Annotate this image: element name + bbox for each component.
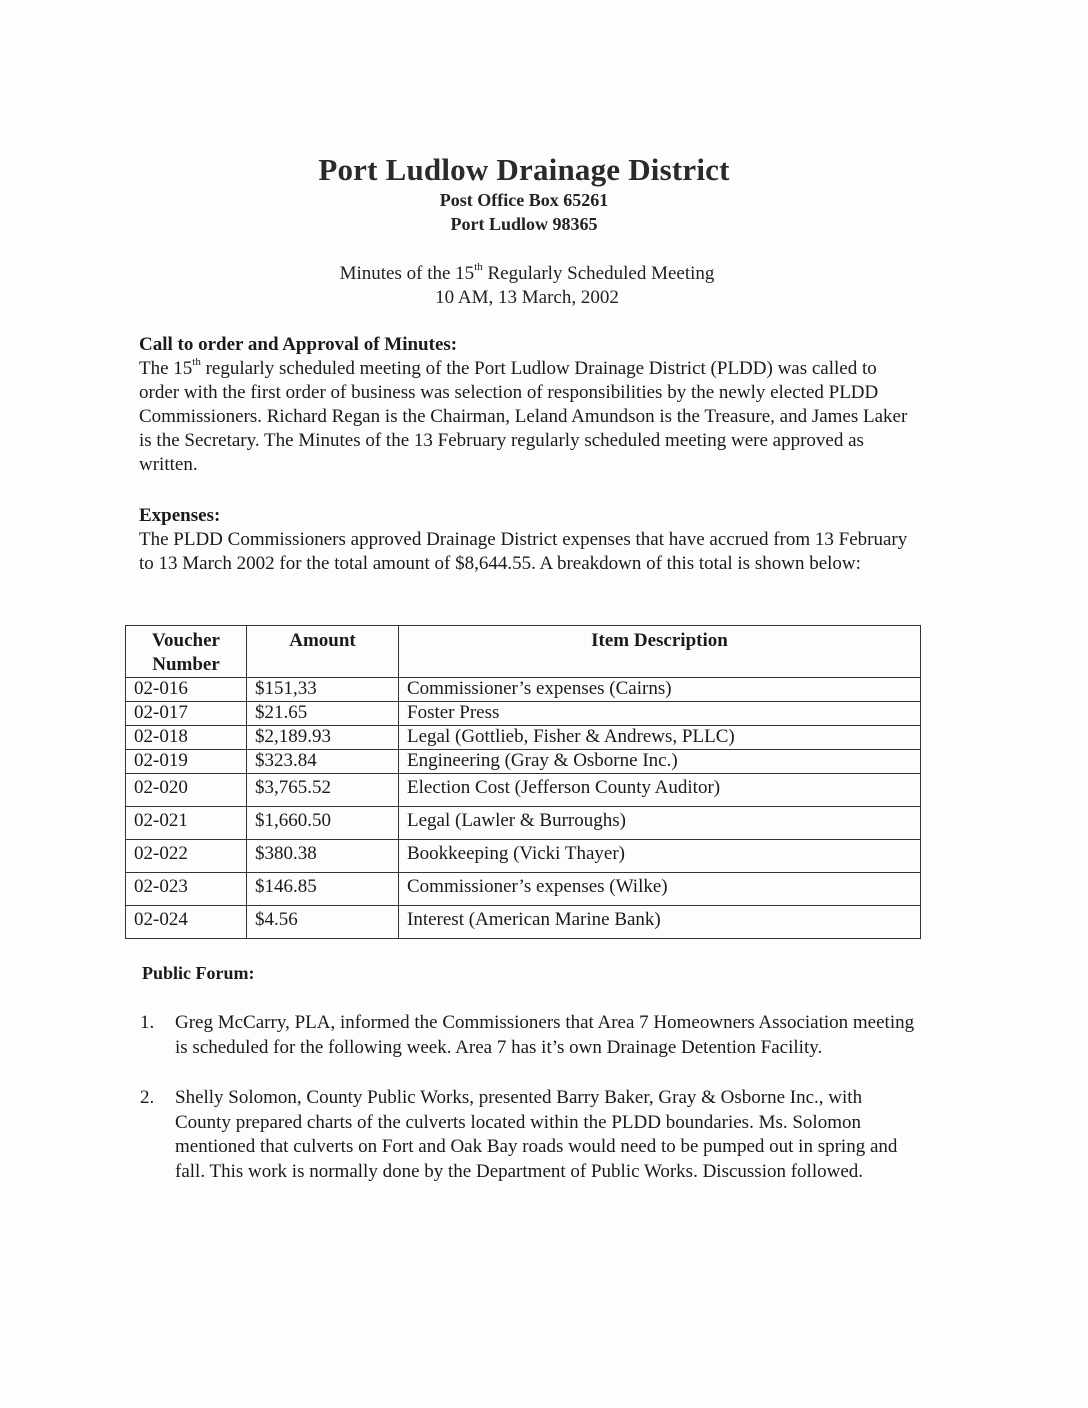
voucher-cell: 02-016 (126, 678, 247, 702)
expenses-section (139, 504, 909, 576)
table-header-row (126, 626, 921, 678)
voucher-cell: 02-021 (126, 807, 247, 840)
table-row (126, 678, 921, 702)
call-to-order-section (139, 333, 909, 477)
public-forum-list (140, 1011, 920, 1210)
description-cell: Legal (Gottlieb, Fisher & Andrews, PLLC) (399, 726, 921, 750)
list-item: 2. Shelly Solomon, County Public Works, presented Barry Baker, Gray & Osborne Inc., with County prepared charts of the culverts located within the PLDD boundaries. Ms. Solomon mentioned that culverts on Fort and Oak Bay roads would need to be pumped out in spring and fall. This work is normally done by the Department of Public Works. Discussion followed. (140, 1087, 898, 1182)
table-row (126, 906, 921, 939)
table-row (126, 840, 921, 873)
table-row (126, 726, 921, 750)
description-cell: Engineering (Gray & Osborne Inc.) (399, 750, 921, 774)
column-header-description: Item Description (399, 626, 921, 678)
description-cell: Foster Press (399, 702, 921, 726)
list-item: 1. Greg McCarry, PLA, informed the Commissioners that Area 7 Homeowners Association meeting is scheduled for the following week. Area 7 has it’s own Drainage Detention Facility. (140, 1012, 915, 1058)
voucher-cell: 02-024 (126, 906, 247, 939)
column-header-amount: Amount (247, 626, 399, 678)
table-row (126, 774, 921, 807)
table-row (126, 750, 921, 774)
expenses-table (125, 625, 921, 939)
section-heading: Expenses: (139, 505, 221, 526)
table-row (126, 873, 921, 906)
voucher-cell: 02-017 (126, 702, 247, 726)
meeting-subtitle (0, 262, 1054, 310)
voucher-cell: 02-019 (126, 750, 247, 774)
address-line-2: Port Ludlow 98365 (450, 214, 598, 234)
voucher-cell: 02-022 (126, 840, 247, 873)
description-cell: Commissioner’s expenses (Wilke) (399, 873, 921, 906)
voucher-cell: 02-020 (126, 774, 247, 807)
voucher-cell: 02-018 (126, 726, 247, 750)
amount-cell: $146.85 (247, 873, 399, 906)
meeting-title-line: Minutes of the 15th Regularly Scheduled Meeting (339, 261, 715, 284)
organization-title: Port Ludlow Drainage District (318, 152, 730, 187)
amount-cell: $151,33 (247, 678, 399, 702)
amount-cell: $323.84 (247, 750, 399, 774)
description-cell: Legal (Lawler & Burroughs) (399, 807, 921, 840)
section-paragraph: The PLDD Commissioners approved Drainage District expenses that have accrued from 13 February to 13 March 2002 for the total amount of $8,644.55. A breakdown of this total is shown below: (139, 529, 908, 574)
section-paragraph: The 15th regularly scheduled meeting of the Port Ludlow Drainage District (PLDD) was called to order with the first order of business was selection of responsibilities by the newly elected PLDD Commissioners. Richard Regan is the Chairman, Leland Amundson is the Treasure, and James Laker is the Secretary. The Minutes of the 13 February regularly scheduled meeting were approved as written. (139, 356, 908, 475)
column-header-voucher: Voucher Number (126, 626, 247, 678)
meeting-date-line: 10 AM, 13 March, 2002 (435, 287, 619, 308)
amount-cell: $2,189.93 (247, 726, 399, 750)
address-line-1: Post Office Box 65261 (439, 190, 609, 210)
amount-cell: $21.65 (247, 702, 399, 726)
table-row (126, 702, 921, 726)
amount-cell: $380.38 (247, 840, 399, 873)
description-cell: Interest (American Marine Bank) (399, 906, 921, 939)
letterhead (0, 152, 1048, 236)
section-heading: Call to order and Approval of Minutes: (139, 334, 458, 355)
public-forum-heading: Public Forum: (142, 963, 255, 983)
amount-cell: $1,660.50 (247, 807, 399, 840)
amount-cell: $4.56 (247, 906, 399, 939)
amount-cell: $3,765.52 (247, 774, 399, 807)
description-cell: Bookkeeping (Vicki Thayer) (399, 840, 921, 873)
voucher-cell: 02-023 (126, 873, 247, 906)
description-cell: Election Cost (Jefferson County Auditor) (399, 774, 921, 807)
table-row (126, 807, 921, 840)
description-cell: Commissioner’s expenses (Cairns) (399, 678, 921, 702)
